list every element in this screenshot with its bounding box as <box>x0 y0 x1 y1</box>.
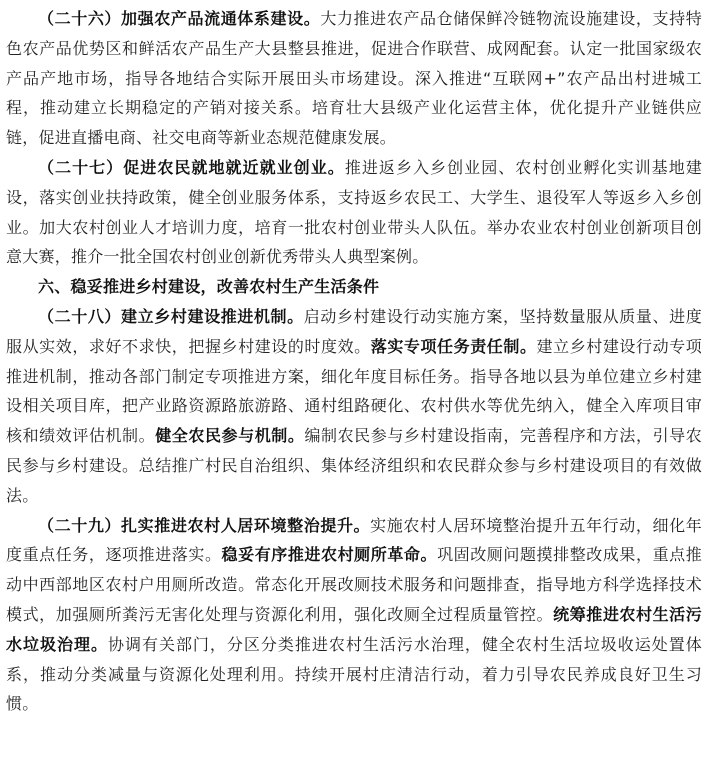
item-29-subtitle-1: 稳妥有序推进农村厕所革命。 <box>221 545 438 565</box>
item-28-body-1: 启动乡村建设行动实施方案，坚持数量服从质量、进度服从实效，求好不求快，把握乡村建设的时度效。 <box>6 306 702 356</box>
paragraph-26 <box>6 4 702 153</box>
document-body <box>6 4 702 719</box>
item-28-title: （二十八）建立乡村建设推进机制。 <box>38 306 304 326</box>
item-26-title: （二十六）加强农产品流通体系建设。 <box>38 9 321 28</box>
item-28-body-2: 建立乡村建设行动专项推进机制，推动各部门制定专项推进方案，细化年度目标任务。指导各地以县为单位建立乡村建设相关项目库，把产业路资源路旅游路、通村组路硬化、农村供水等优先纳入，健全入库项目审核和绩效评估机制。 <box>6 336 702 446</box>
paragraph-29 <box>6 511 702 720</box>
paragraph-27 <box>6 153 702 272</box>
item-29-title: （二十九）扎实推进农村人居环境整治提升。 <box>38 515 371 535</box>
item-27-body: 推进返乡入乡创业园、农村创业孵化实训基地建设，落实创业扶持政策，健全创业服务体系，支持返乡农民工、大学生、退役军人等返乡入乡创业。加大农村创业人才培训力度，培育一批农村创业带头人队伍。举办农业农村创业创新项目创意大赛，推介一批全国农村创业创新优秀带头人典型案例。 <box>6 157 702 267</box>
item-29-body-2: 巩固改厕问题摸排整改成果，重点推动中西部地区农村户用厕所改造。常态化开展改厕技术服务和问题排查，指导地方科学选择技术模式，加强厕所粪污无害化处理与资源化利用，强化改厕全过程质量管控。 <box>6 545 702 624</box>
section-heading-6-text: 六、稳妥推进乡村建设，改善农村生产生活条件 <box>38 277 380 297</box>
item-28-subtitle-1: 落实专项任务责任制。 <box>370 336 537 356</box>
paragraph-28 <box>6 302 702 511</box>
item-28-body-3: 编制农民参与乡村建设指南，完善程序和方法，引导农民参与乡村建设。总结推广村民自治组织、集体经济组织和农民群众参与乡村建设项目的有效做法。 <box>6 426 702 505</box>
item-26-body: 大力推进农产品仓储保鲜冷链物流设施建设，支持特色农产品优势区和鲜活农产品生产大县整县推进，促进合作联营、成网配套。认定一批国家级农产品产地市场，指导各地结合实际开展田头市场建设。深入推进“互联网+”农产品出村进城工程，推动建立长期稳定的产销对接关系。培育壮大县级产业化运营主体，优化提升产业链供应链，促进直播电商、社交电商等新业态规范健康发展。 <box>6 9 702 148</box>
item-27-title: （二十七）促进农民就地就近就业创业。 <box>38 157 345 177</box>
item-29-subtitle-2: 统筹推进农村生活污水垃圾治理。 <box>6 604 702 654</box>
item-29-body-1: 实施农村人居环境整治提升五年行动，细化年度重点任务，逐项推进落实。 <box>6 515 702 565</box>
item-29-body-3: 协调有关部门，分区分类推进农村生活污水治理，健全农村生活垃圾收运处置体系，推动分类减量与资源化处理利用。持续开展村庄清洁行动，着力引导农民养成良好卫生习惯。 <box>6 634 702 714</box>
section-heading-6 <box>6 272 702 302</box>
item-28-subtitle-2: 健全农民参与机制。 <box>155 426 305 446</box>
